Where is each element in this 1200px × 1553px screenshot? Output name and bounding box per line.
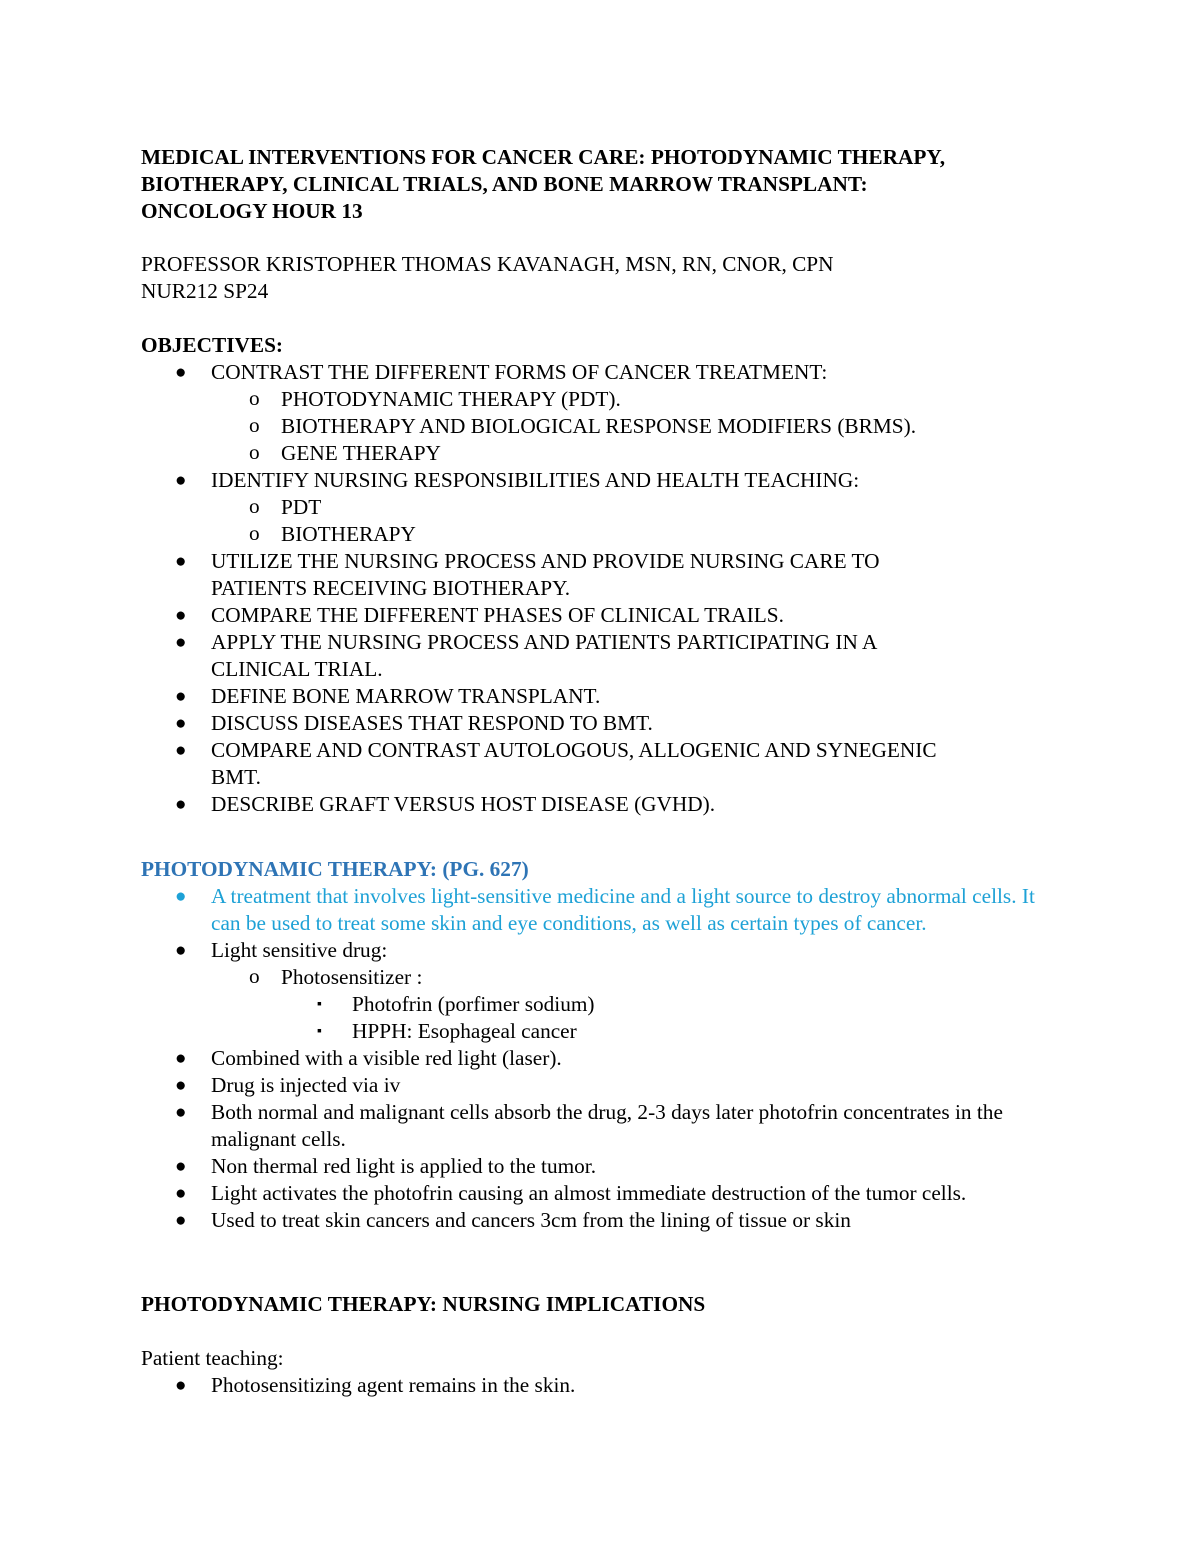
list-item-text: GENE THERAPY <box>281 441 441 465</box>
list-item-text: DEFINE BONE MARROW TRANSPLANT. <box>211 684 601 708</box>
title-line: ONCOLOGY HOUR 13 <box>141 199 363 223</box>
bullet-icon: ● <box>175 713 187 734</box>
list-item <box>141 359 1081 386</box>
bullet-icon: ● <box>175 740 187 761</box>
list-item <box>141 883 1081 937</box>
list-item <box>141 710 1081 737</box>
bullet-icon: ● <box>175 470 187 491</box>
list-item-text: Both normal and malignant cells absorb the drug, 2-3 days later photofrin concentrates in the malignant cells. <box>211 1100 1003 1151</box>
pdt-definition: A treatment that involves light-sensitive medicine and a light source to destroy abnormal cells. It can be used to treat some skin and eye conditions, as well as certain types of cancer. <box>211 884 1035 935</box>
list-item-text: Photofrin (porfimer sodium) <box>352 992 595 1016</box>
bullet-icon: ● <box>175 886 187 907</box>
author-block <box>141 251 1081 305</box>
list-item-text: Drug is injected via iv <box>211 1073 401 1097</box>
objectives-sublist <box>141 386 1081 467</box>
list-item <box>141 440 1081 467</box>
title-line: BIOTHERAPY, CLINICAL TRIALS, AND BONE MARROW TRANSPLANT: <box>141 172 868 196</box>
list-item <box>141 1372 1081 1399</box>
bullet-icon: ● <box>175 362 187 383</box>
objectives-list <box>141 548 1081 818</box>
list-item <box>141 1180 1081 1207</box>
list-item-text: BIOTHERAPY <box>281 522 416 546</box>
bullet-icon: ● <box>175 1048 187 1069</box>
sub-bullet-icon: o <box>249 386 260 410</box>
list-item-text: DESCRIBE GRAFT VERSUS HOST DISEASE (GVHD). <box>211 792 716 816</box>
square-bullet-icon: ▪ <box>317 1024 322 1039</box>
list-item-text: Light activates the photofrin causing an almost immediate destruction of the tumor cells. <box>211 1181 967 1205</box>
list-item <box>141 791 1081 818</box>
bullet-icon: ● <box>175 794 187 815</box>
list-item-text: Combined with a visible red light (laser). <box>211 1046 562 1070</box>
objectives-section <box>141 332 1081 818</box>
pdt-section <box>141 856 1081 1234</box>
sub-bullet-icon: o <box>249 964 260 988</box>
list-item <box>141 737 1081 791</box>
sub-bullet-icon: o <box>249 413 260 437</box>
list-item <box>141 521 1081 548</box>
bullet-icon: ● <box>175 1183 187 1204</box>
course-line: NUR212 SP24 <box>141 279 269 303</box>
square-bullet-icon: ▪ <box>317 997 322 1012</box>
sub-bullet-icon: o <box>249 440 260 464</box>
objectives-heading: OBJECTIVES: <box>141 333 284 357</box>
bullet-icon: ● <box>175 605 187 626</box>
list-item-text: Non thermal red light is applied to the tumor. <box>211 1154 597 1178</box>
list-item <box>141 413 1081 440</box>
bullet-icon: ● <box>175 551 187 572</box>
objectives-sublist <box>141 494 1081 548</box>
list-item-text: Photosensitizer : <box>281 965 423 989</box>
pdt-heading: PHOTODYNAMIC THERAPY: (PG. 627) <box>141 857 529 881</box>
list-item-text: DISCUSS DISEASES THAT RESPOND TO BMT. <box>211 711 653 735</box>
list-item <box>141 548 1081 602</box>
sub-bullet-icon: o <box>249 494 260 518</box>
list-item-text: IDENTIFY NURSING RESPONSIBILITIES AND HEALTH TEACHING: <box>211 468 860 492</box>
objectives-list <box>141 467 1081 494</box>
nursing-heading: PHOTODYNAMIC THERAPY: NURSING IMPLICATIONS <box>141 1292 706 1316</box>
list-item-text: COMPARE AND CONTRAST AUTOLOGOUS, ALLOGENIC AND SYNEGENIC BMT. <box>211 738 937 789</box>
list-item <box>141 1153 1081 1180</box>
list-item-text: PDT <box>281 495 322 519</box>
list-item-text: Light sensitive drug: <box>211 938 388 962</box>
pdt-sublist <box>141 964 1081 991</box>
list-item-text: UTILIZE THE NURSING PROCESS AND PROVIDE NURSING CARE TO PATIENTS RECEIVING BIOTHERAPY. <box>211 549 880 600</box>
list-item-text: APPLY THE NURSING PROCESS AND PATIENTS PARTICIPATING IN A CLINICAL TRIAL. <box>211 630 877 681</box>
bullet-icon: ● <box>175 1102 187 1123</box>
pdt-list <box>141 1045 1081 1234</box>
bullet-icon: ● <box>175 940 187 961</box>
document-title <box>141 144 1081 225</box>
bullet-icon: ● <box>175 1210 187 1231</box>
list-item <box>141 602 1081 629</box>
bullet-icon: ● <box>175 632 187 653</box>
bullet-icon: ● <box>175 1075 187 1096</box>
list-item-text: COMPARE THE DIFFERENT PHASES OF CLINICAL TRAILS. <box>211 603 784 627</box>
bullet-icon: ● <box>175 1375 187 1396</box>
list-item <box>141 629 1081 683</box>
list-item <box>141 467 1081 494</box>
list-item <box>141 964 1081 991</box>
pdt-subsublist <box>141 991 1081 1045</box>
bullet-icon: ● <box>175 1156 187 1177</box>
list-item <box>141 494 1081 521</box>
objectives-list <box>141 359 1081 386</box>
list-item-text: CONTRAST THE DIFFERENT FORMS OF CANCER TREATMENT: <box>211 360 828 384</box>
list-item <box>141 1045 1081 1072</box>
list-item-text: BIOTHERAPY AND BIOLOGICAL RESPONSE MODIFIERS (BRMS). <box>281 414 917 438</box>
list-item <box>141 1018 1081 1045</box>
list-item <box>141 991 1081 1018</box>
list-item <box>141 1072 1081 1099</box>
list-item <box>141 937 1081 964</box>
nursing-list <box>141 1372 1081 1399</box>
title-line: MEDICAL INTERVENTIONS FOR CANCER CARE: PHOTODYNAMIC THERAPY, <box>141 145 946 169</box>
list-item-text: PHOTODYNAMIC THERAPY (PDT). <box>281 387 621 411</box>
nursing-section <box>141 1291 1081 1399</box>
list-item-text: Photosensitizing agent remains in the skin. <box>211 1373 576 1397</box>
sub-bullet-icon: o <box>249 521 260 545</box>
list-item <box>141 386 1081 413</box>
list-item-text: Used to treat skin cancers and cancers 3cm from the lining of tissue or skin <box>211 1208 851 1232</box>
list-item <box>141 1207 1081 1234</box>
bullet-icon: ● <box>175 686 187 707</box>
list-item <box>141 683 1081 710</box>
author-line: PROFESSOR KRISTOPHER THOMAS KAVANAGH, MSN, RN, CNOR, CPN <box>141 252 834 276</box>
list-item-text: HPPH: Esophageal cancer <box>352 1019 577 1043</box>
pdt-list <box>141 883 1081 964</box>
list-item <box>141 1099 1081 1153</box>
teaching-label: Patient teaching: <box>141 1346 284 1370</box>
